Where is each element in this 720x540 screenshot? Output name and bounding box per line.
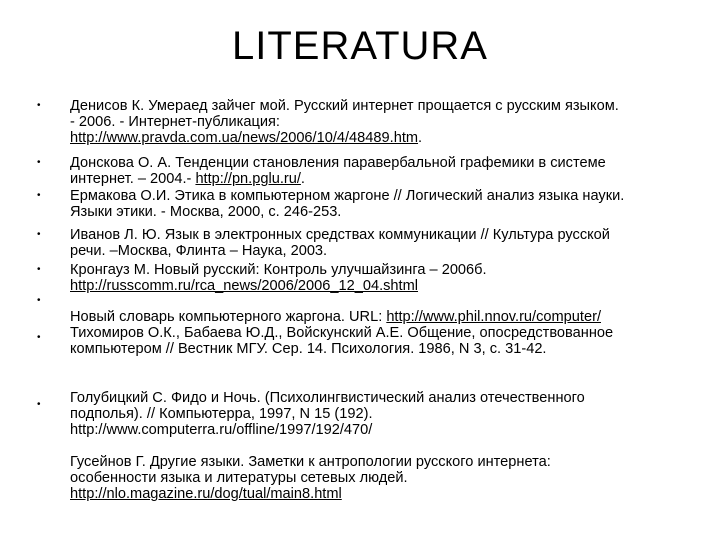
bullet-icon: • [37,264,41,275]
line-text: Иванов Л. Ю. Язык в электронных средствах коммуникации // Культура русской [70,227,610,243]
line-text: Денисов К. Умераед зайчег мой. Русский интернет прощается с русским языком. [70,98,619,114]
reference-link[interactable]: http://nlo.magazine.ru/dog/tual/main8.html [70,486,342,502]
text-line [70,262,710,278]
text-line [70,227,710,243]
literature-item-text [70,98,710,146]
line-text: Донскова О. А. Тенденции становления паравербальной графемики в системе [70,155,606,171]
line-text: http://www.computerra.ru/offline/1997/192/470/ [70,422,373,438]
text-line [70,470,710,486]
reference-link[interactable]: http://www.pravda.com.ua/news/2006/10/4/48489.htm [70,130,419,146]
line-text: Голубицкий С. Фидо и Ночь. (Психолингвистический анализ отечественного [70,390,585,406]
line-text: подполья). // Компьютерра, 1997, N 15 (192). [70,406,373,422]
line-text: особенности языка и литературы сетевых людей. [70,470,408,486]
line-text: Ермакова О.И. Этика в компьютерном жаргоне // Логический анализ языка науки. [70,188,625,204]
text-line [70,171,710,187]
text-line [70,188,710,204]
text-line [70,422,710,438]
bullet-icon: • [37,100,41,111]
text-line [70,278,710,294]
literature-item-text [70,227,710,259]
literature-item-text [70,262,710,294]
slide-title: LITERATURA [232,24,488,68]
line-text: Кронгауз М. Новый русский: Контроль улучшайзинга – 2006б. [70,262,487,278]
line-text: Новый словарь компьютерного жаргона. URL: [70,309,387,325]
text-line [70,130,710,146]
literature-item-text [70,390,710,502]
text-line [70,438,710,454]
bullet-icon: • [37,190,41,201]
reference-link[interactable]: http://russcomm.ru/rca_news/2006/2006_12_04.shtml [70,278,419,294]
line-text: Гусейнов Г. Другие языки. Заметки к антропологии русского интернета: [70,454,551,470]
literature-item-text [70,309,710,357]
text-line [70,98,710,114]
line-text: речи. –Москва, Флинта – Наука, 2003. [70,243,328,259]
text-line [70,486,710,502]
line-suffix: . [418,130,423,146]
line-text [70,438,74,454]
line-text: Тихомиров О.К., Бабаева Ю.Д., Войскунский А.Е. Общение, опосредствованное [70,325,614,341]
literature-item-text [70,188,710,220]
line-text: компьютером // Вестник МГУ. Сер. 14. Психология. 1986, N 3, с. 31-42. [70,341,547,357]
text-line [70,114,710,130]
bullet-icon: • [37,295,41,306]
line-suffix: . [300,171,305,187]
literature-item-text [70,155,710,187]
line-text: - 2006. - Интернет-публикация: [70,114,280,130]
line-text: Языки этики. - Москва, 2000, с. 246-253. [70,204,342,220]
text-line [70,341,710,357]
text-line [70,325,710,341]
text-line [70,155,710,171]
text-line [70,406,710,422]
text-line [70,309,710,325]
text-line [70,390,710,406]
reference-link[interactable]: http://pn.pglu.ru/ [195,171,301,187]
reference-link[interactable]: http://www.phil.nnov.ru/computer/ [386,309,601,325]
text-line [70,454,710,470]
line-text: интернет. – 2004.- [70,171,196,187]
bullet-icon: • [37,157,41,168]
bullet-icon: • [37,332,41,343]
bullet-icon: • [37,399,41,410]
text-line [70,243,710,259]
text-line [70,204,710,220]
bullet-icon: • [37,229,41,240]
